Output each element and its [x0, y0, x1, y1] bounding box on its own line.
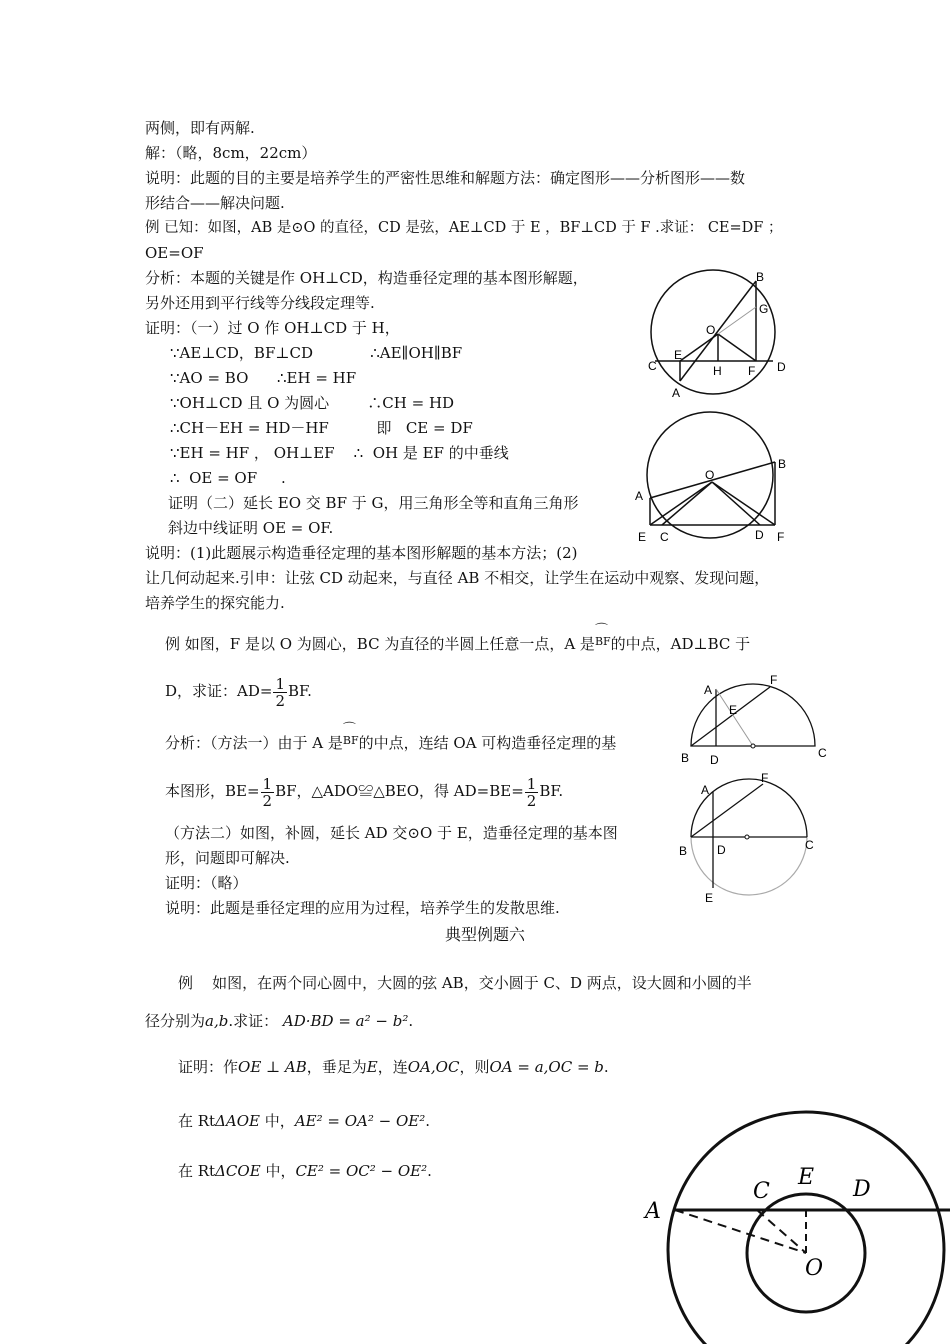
fraction-half: $\frac{1}{2}$ — [262, 774, 273, 810]
text-line: 例 如图，在两个同心圆中，大圆的弦 AB，交小圆于 C、D 两点，设大圆和小圆的半 — [178, 974, 752, 992]
text-line: 例 已知：如图，AB 是⊙O 的直径，CD 是弦，AE⊥CD 于 E ，BF⊥CD 于 F .求证： CE=DF ； — [145, 220, 783, 236]
text-line: ∵OH⊥CD 且 O 为圆心 ∴CH = HD — [170, 394, 455, 412]
label-c: C — [805, 838, 814, 852]
label-b: B — [681, 751, 690, 765]
text-line: 形结合——解决问题. — [145, 194, 285, 212]
text-line: 培养学生的探究能力. — [145, 594, 285, 612]
figure-semicircle-1 — [675, 672, 840, 772]
label-b: B — [679, 844, 688, 858]
label-a: A — [704, 683, 713, 697]
label-f: F — [748, 364, 756, 378]
label-c: C — [660, 530, 669, 544]
text-line: 形，问题即可解决. — [165, 849, 290, 867]
label-o: O — [805, 1256, 824, 1281]
label-d: D — [755, 528, 764, 542]
text-line: 在 RtΔAOE 中，AE² = OA² − OE². — [178, 1112, 431, 1130]
text-line: D，求证：AD= $\frac{1}{2}$ BF. — [165, 674, 312, 710]
label-a: A — [635, 489, 644, 503]
label-c: C — [818, 746, 827, 760]
figure-circle-3 — [675, 770, 840, 910]
label-e: E — [638, 530, 647, 544]
section-title: 典型例题六 — [445, 925, 526, 944]
fraction-half: $\frac{1}{2}$ — [526, 774, 537, 810]
text-line: ∵AE⊥CD，BF⊥CD ∴AE∥OH∥BF — [170, 344, 463, 362]
text-line: 证明（二）延长 EO 交 BF 于 G，用三角形全等和直角三角形 — [168, 494, 579, 512]
label-d: D — [777, 360, 786, 374]
text-line: 在 RtΔCOE 中，CE² = OC² − OE². — [178, 1162, 432, 1180]
text-line: 径分别为a,b.求证： AD·BD = a² − b². — [145, 1012, 414, 1030]
figure-circle-2 — [630, 410, 800, 545]
figure-concentric-circles — [635, 1100, 950, 1344]
text-line: 证明：作OE ⊥ AB，垂足为E，连OA,OC，则OA = a,OC = b. — [178, 1058, 609, 1076]
label-o: O — [706, 323, 716, 337]
text-line: 说明：此题的目的主要是培养学生的严密性思维和解题方法：确定图形——分析图形——数 — [145, 169, 746, 187]
label-e: E — [674, 348, 683, 362]
text-line: 证明：（略） — [165, 874, 248, 892]
text-line: ∴CH－EH = HD－HF 即 CE = DF — [170, 419, 473, 437]
text-line: 本图形，BE= $\frac{1}{2}$ BF，△ADO≌△BEO，得 AD=BE= $\frac{1}{2}$ BF. — [165, 774, 564, 810]
label-f: F — [777, 530, 785, 544]
label-b: B — [778, 457, 787, 471]
label-d: D — [717, 843, 726, 857]
label-o: O — [705, 468, 715, 482]
text-line: 说明：此题是垂径定理的应用为过程，培养学生的发散思维. — [165, 899, 560, 917]
label-c: C — [753, 1179, 770, 1204]
text-line: 另外还用到平行线等分线段定理等. — [145, 294, 375, 312]
text-line: 斜边中线证明 OE = OF. — [168, 519, 334, 537]
text-line: （方法二）如图，补圆，延长 AD 交⊙O 于 E，造垂径定理的基本图 — [165, 824, 618, 842]
figure-circle-1 — [640, 262, 800, 402]
text-line: 分析：（方法一）由于 A 是⌒ BF的中点，连结 OA 可构造垂径定理的基 — [165, 733, 616, 755]
arc-bf: ⌒ BF — [343, 731, 359, 751]
label-e: E — [729, 703, 738, 717]
text-line: OE=OF — [145, 244, 204, 262]
text-line: ∵AO = BO ∴EH = HF — [170, 369, 357, 387]
text-line: ∵EH = HF ， OH⊥EF ∴ OH 是 EF 的中垂线 — [170, 444, 509, 462]
label-d: D — [853, 1177, 871, 1202]
label-c: C — [648, 359, 657, 373]
text-line: 例 如图，F 是以 O 为圆心，BC 为直径的半圆上任意一点，A 是⌒ BF的中点，AD⊥BC 于 — [165, 634, 750, 656]
text-line: 解：（略，8cm，22cm） — [145, 144, 317, 162]
label-e: E — [798, 1165, 815, 1190]
text-line: 让几何动起来.引申：让弦 CD 动起来，与直径 AB 不相交，让学生在运动中观察、发现问题， — [145, 569, 770, 587]
text-line: 说明：(1)此题展示构造垂径定理的基本图形解题的基本方法；(2) — [145, 544, 578, 562]
label-h: H — [713, 364, 722, 378]
label-g: G — [759, 302, 769, 316]
arc-bf: ⌒ BF — [595, 632, 611, 652]
text-line: 两侧，即有两解. — [145, 119, 255, 137]
text-line: 证明：（一）过 O 作 OH⊥CD 于 H， — [145, 319, 400, 337]
label-f: F — [770, 673, 778, 687]
label-a: A — [701, 783, 710, 797]
label-f: F — [761, 771, 769, 785]
label-a: A — [645, 1199, 661, 1224]
fraction-half: $\frac{1}{2}$ — [275, 674, 286, 710]
label-d: D — [710, 753, 719, 767]
text-line: ∴ OE = OF . — [170, 469, 286, 487]
label-a: A — [672, 386, 681, 400]
label-e: E — [705, 891, 714, 905]
text-line: 分析：本题的关键是作 OH⊥CD，构造垂径定理的基本图形解题， — [145, 269, 588, 287]
label-b: B — [756, 270, 765, 284]
